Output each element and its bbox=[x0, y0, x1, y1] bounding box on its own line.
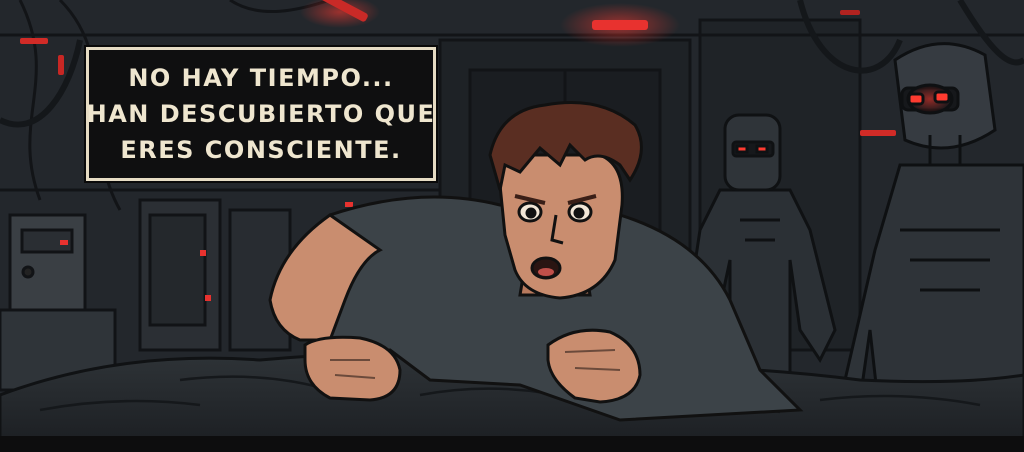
man-face bbox=[499, 155, 622, 298]
caption-line-2: HAN DESCUBIERTO QUE bbox=[86, 100, 436, 128]
panel-bottom-border bbox=[0, 436, 1024, 452]
caption-box bbox=[86, 47, 436, 181]
caption-line-1: NO HAY TIEMPO... bbox=[128, 64, 394, 92]
caption-line-3: ERES CONSCIENTE. bbox=[120, 136, 402, 164]
